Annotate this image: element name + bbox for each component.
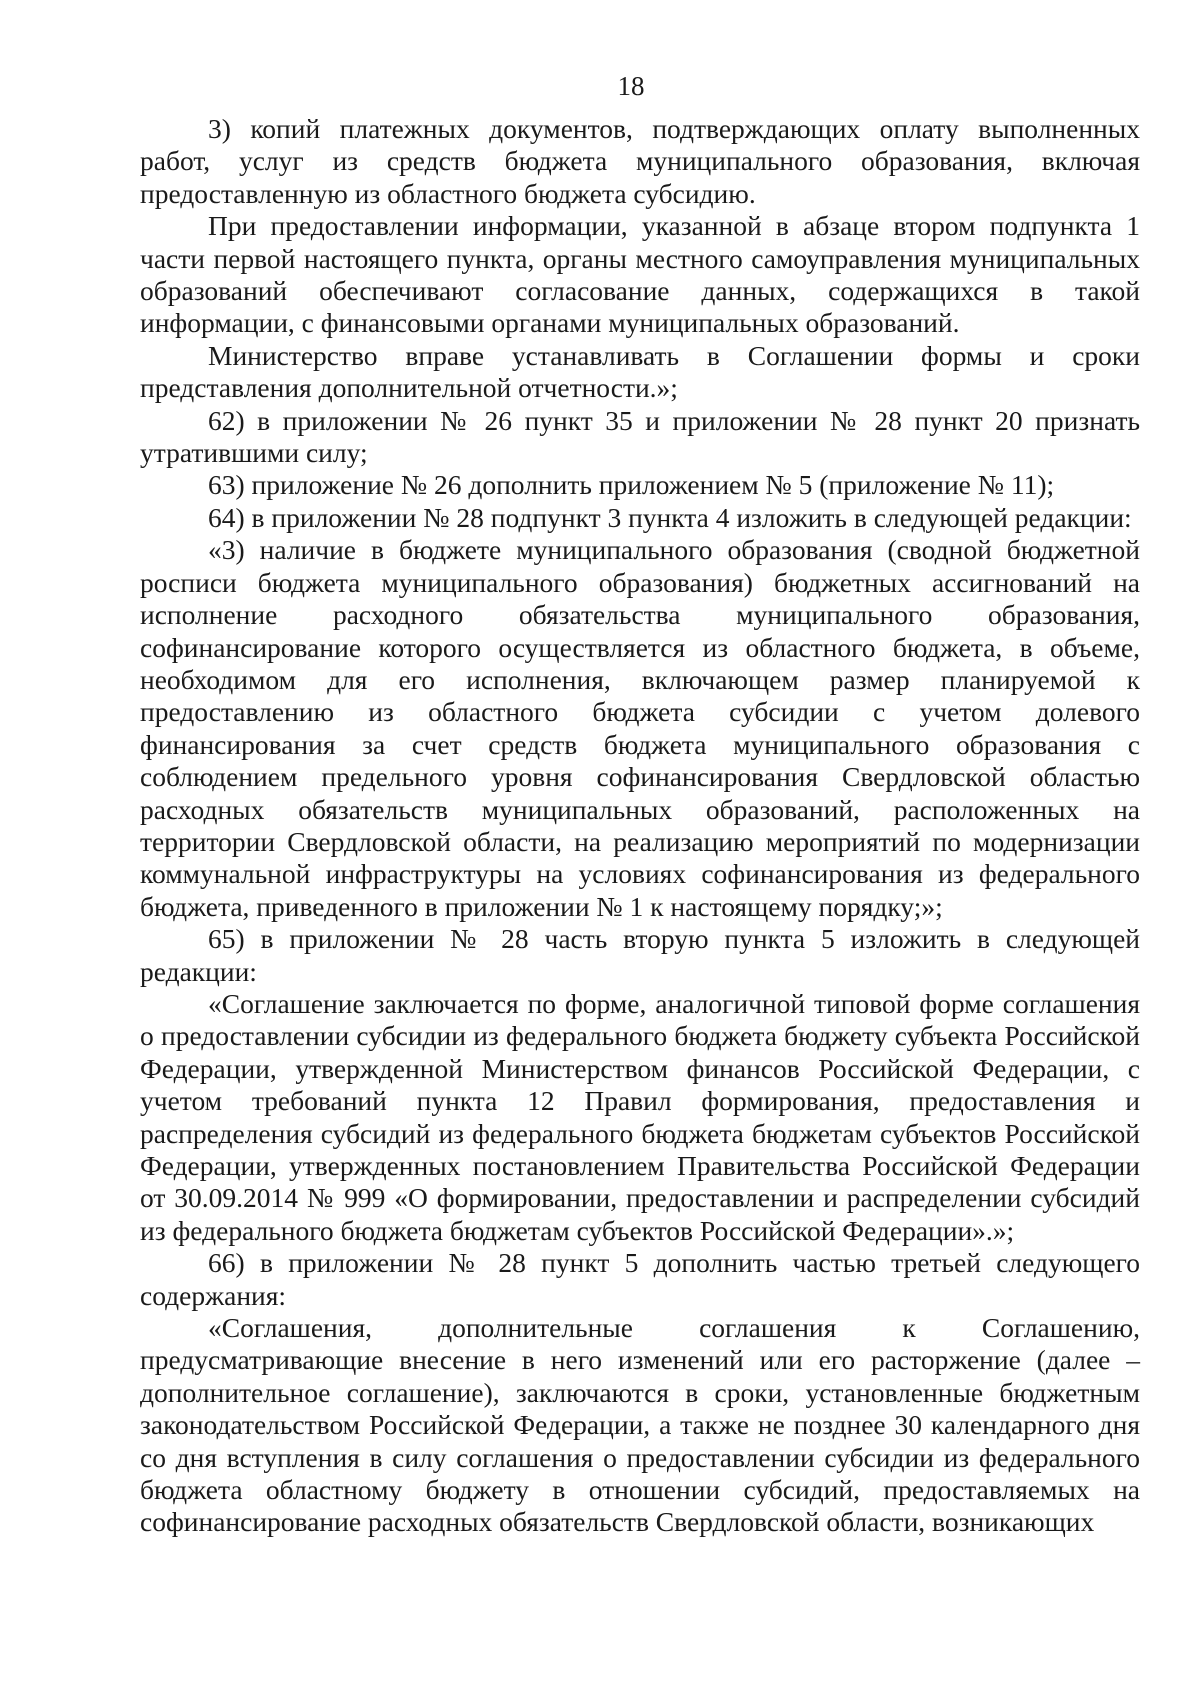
paragraph-item-66: 66) в приложении № 28 пункт 5 дополнить частью третьей следующего содержания:: [140, 1247, 1140, 1311]
paragraph-item-3-payment-documents: 3) копий платежных документов, подтверждающих оплату выполненных работ, услуг из средств бюджета муниципального образования, включая предоставленную из областного бюджета субсидию.: [140, 113, 1140, 209]
page-number: 18: [617, 71, 645, 101]
paragraph-item-62: 62) в приложении № 26 пункт 35 и приложении № 28 пункт 20 признать утратившими силу;: [140, 404, 1140, 469]
paragraph-information-agreement: При предоставлении информации, указанной в абзаце втором подпункта 1 части первой настоящего пункта, органы местного самоуправления муниципальных образований обеспечивают согласование данных, содержащихся в такой информации, с финансовыми органами муниципальных образований.: [140, 210, 1140, 339]
paragraph-item-64: 64) в приложении № 28 подпункт 3 пункта 4 изложить в следующей редакции:: [208, 501, 1132, 533]
paragraph-quoted-agreement-form: «Соглашение заключается по форме, аналогичной типовой форме соглашения о предоставлении субсидии из федерального бюджета бюджету субъекта Российской Федерации, утвержденной Министерством финансов Российской Федерации, с учетом требований пункта 12 Правил формирования, предоставления и распределения субсидий из федерального бюджета бюджетам субъектов Российской Федерации, утвержденных постановлением Правительства Российской Федерации от 30.09.2014 № 999 «О формировании, предоставлении и распределении субсидий из федерального бюджета бюджетам субъектов Российской Федерации».»;: [140, 987, 1140, 1246]
document-body: [140, 113, 1140, 1539]
paragraph-item-65: 65) в приложении № 28 часть вторую пункта 5 изложить в следующей редакции:: [140, 923, 1140, 987]
paragraph-ministry-reporting: Министерство вправе устанавливать в Соглашении формы и сроки представления дополнительной отчетности.»;: [140, 339, 1140, 404]
paragraph-item-63: 63) приложение № 26 дополнить приложением № 5 (приложение № 11);: [208, 469, 1055, 501]
paragraph-quoted-item-3: «3) наличие в бюджете муниципального образования (сводной бюджетной росписи бюджета муниципального образования) бюджетных ассигнований на исполнение расходного обязательства муниципального образования, софинансирование которого осуществляется из областного бюджета, в объеме, необходимом для его исполнения, включающем размер планируемой к предоставлению из областного бюджета субсидии с учетом долевого финансирования за счет средств бюджета муниципального образования с соблюдением предельного уровня софинансирования Свердловской областью расходных обязательств муниципальных образований, расположенных на территории Свердловской области, на реализацию мероприятий по модернизации коммунальной инфраструктуры на условиях софинансирования из федерального бюджета, приведенного в приложении № 1 к настоящему порядку;»;: [140, 534, 1140, 922]
paragraph-quoted-additional-agreements: «Соглашения, дополнительные соглашения к Соглашению, предусматривающие внесение в него изменений или его расторжение (далее – дополнительное соглашение), заключаются в сроки, установленные бюджетным законодательством Российской Федерации, а также не позднее 30 календарного дня со дня вступления в силу соглашения о предоставлении субсидии из федерального бюджета областному бюджету в отношении субсидий, предоставляемых на софинансирование расходных обязательств Свердловской области, возникающих: [140, 1312, 1140, 1538]
